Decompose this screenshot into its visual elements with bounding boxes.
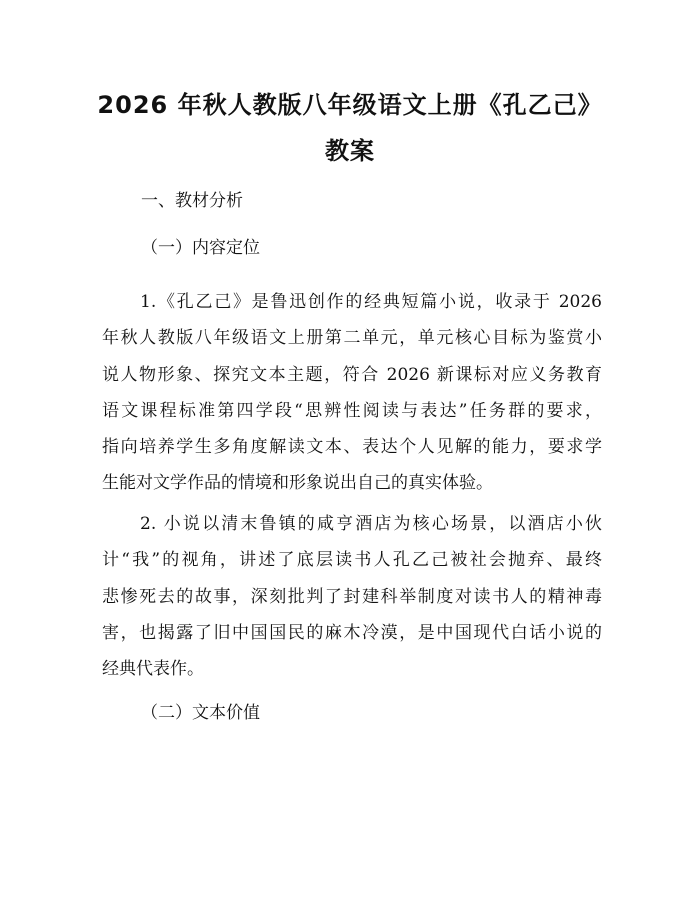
paragraph-line: 害，也揭露了旧中国国民的麻木冷漠，是中国现代白话小说的 [102, 622, 602, 643]
paragraph-line: 指向培养学生多角度解读文本、表达个人见解的能力，要求学 [102, 437, 602, 458]
paragraph-2 [102, 506, 602, 687]
paragraph-line: 2. 小说以清末鲁镇的咸亨酒店为核心场景，以酒店小伙 [140, 514, 602, 534]
paragraph-line: 经典代表作。 [102, 659, 204, 680]
section-heading-materials-analysis: 一、教材分析 [141, 191, 243, 211]
subsection-heading-content-positioning: （一）内容定位 [141, 238, 260, 258]
paragraph-line: 说人物形象、探究文本主题，符合 2026 新课标对应义务教育 [102, 364, 602, 385]
paragraph-line: 年秋人教版八年级语文上册第二单元，单元核心目标为鉴赏小 [102, 328, 602, 349]
paragraph-line: 计“我”的视角，讲述了底层读书人孔乙己被社会抛弃、最终 [102, 550, 602, 571]
paragraph-1 [102, 284, 602, 502]
paragraph-line: 生能对文学作品的情境和形象说出自己的真实体验。 [102, 473, 493, 494]
paragraph-line: 悲惨死去的故事，深刻批判了封建科举制度对读书人的精神毒 [102, 586, 602, 607]
document-title-line-2: 教案 [325, 137, 375, 165]
paragraph-line: 1.《孔乙己》是鲁迅创作的经典短篇小说，收录于 2026 [140, 292, 602, 312]
paragraph-line: 语文课程标准第四学段“思辨性阅读与表达”任务群的要求， [102, 400, 602, 421]
subsection-heading-text-value: （二）文本价值 [141, 703, 260, 723]
document-title-line-1: 2026 年秋人教版八年级语文上册《孔乙己》 [97, 91, 603, 119]
